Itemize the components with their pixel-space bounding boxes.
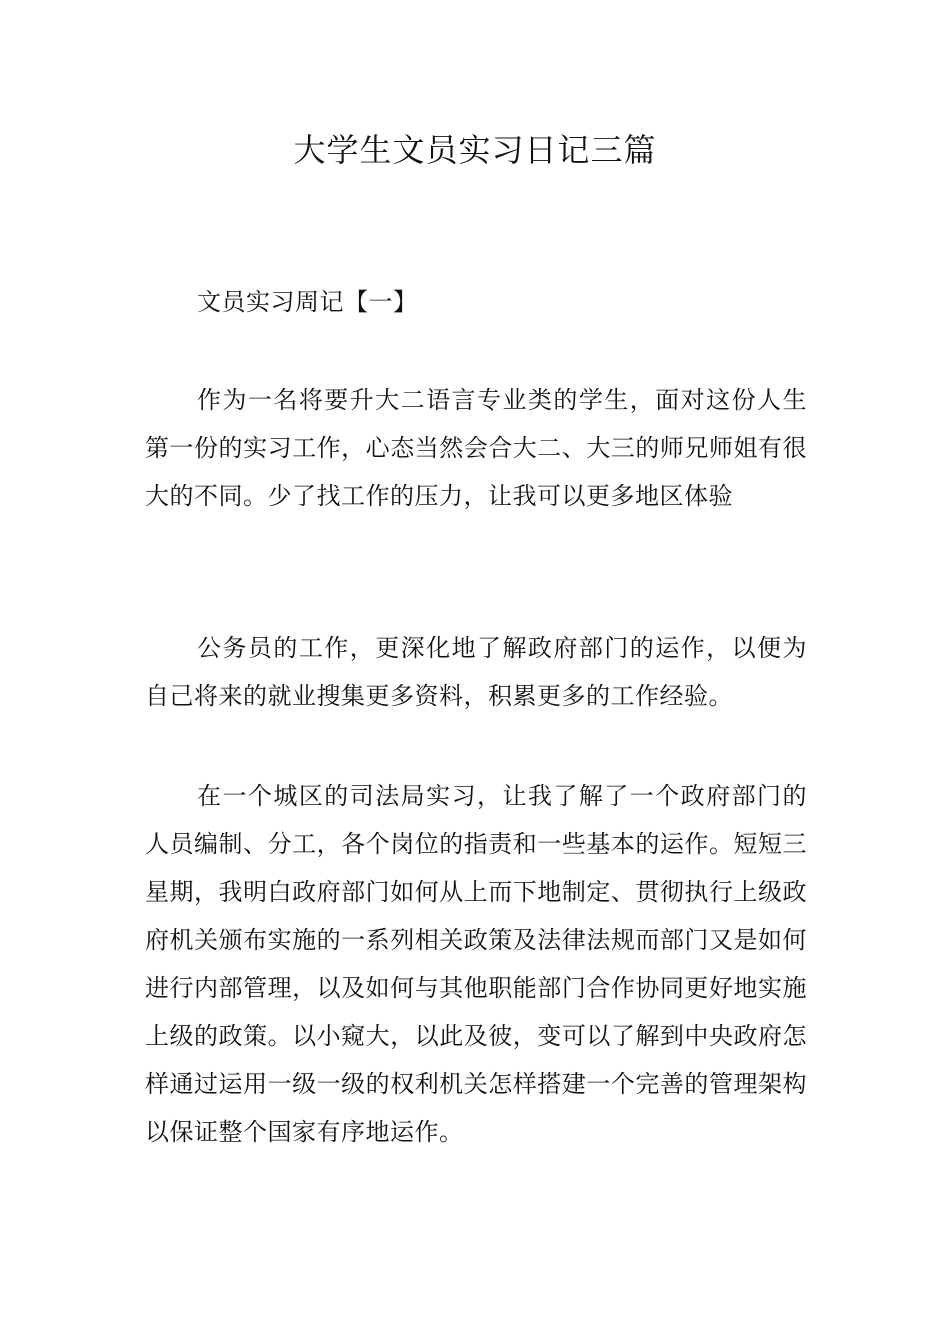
paragraph-3: 在一个城区的司法局实习，让我了解了一个政府部门的人员编制、分工，各个岗位的指责和一些基本的运作。短短三星期，我明白政府部门如何从上而下地制定、贯彻执行上级政府机关颁布实施的一系列相关政策及法律法规而部门又是如何进行内部管理，以及如何与其他职能部门合作协同更好地实施上级的政策。以小窥大，以此及彼，变可以了解到中央政府怎样通过运用一级一级的权利机关怎样搭建一个完善的管理架构以保证整个国家有序地运作。 [145, 782, 807, 1146]
paragraph-2: 公务员的工作，更深化地了解政府部门的运作，以便为自己将来的就业搜集更多资料，积累更多的工作经验。 [145, 634, 807, 710]
section-heading: 文员实习周记【一】 [197, 288, 418, 316]
document-title: 大学生文员实习日记三篇 [293, 131, 657, 169]
paragraph-1: 作为一名将要升大二语言专业类的学生，面对这份人生第一份的实习工作，心态当然会合大二、大三的师兄师姐有很大的不同。少了找工作的压力，让我可以更多地区体验 [145, 386, 807, 510]
